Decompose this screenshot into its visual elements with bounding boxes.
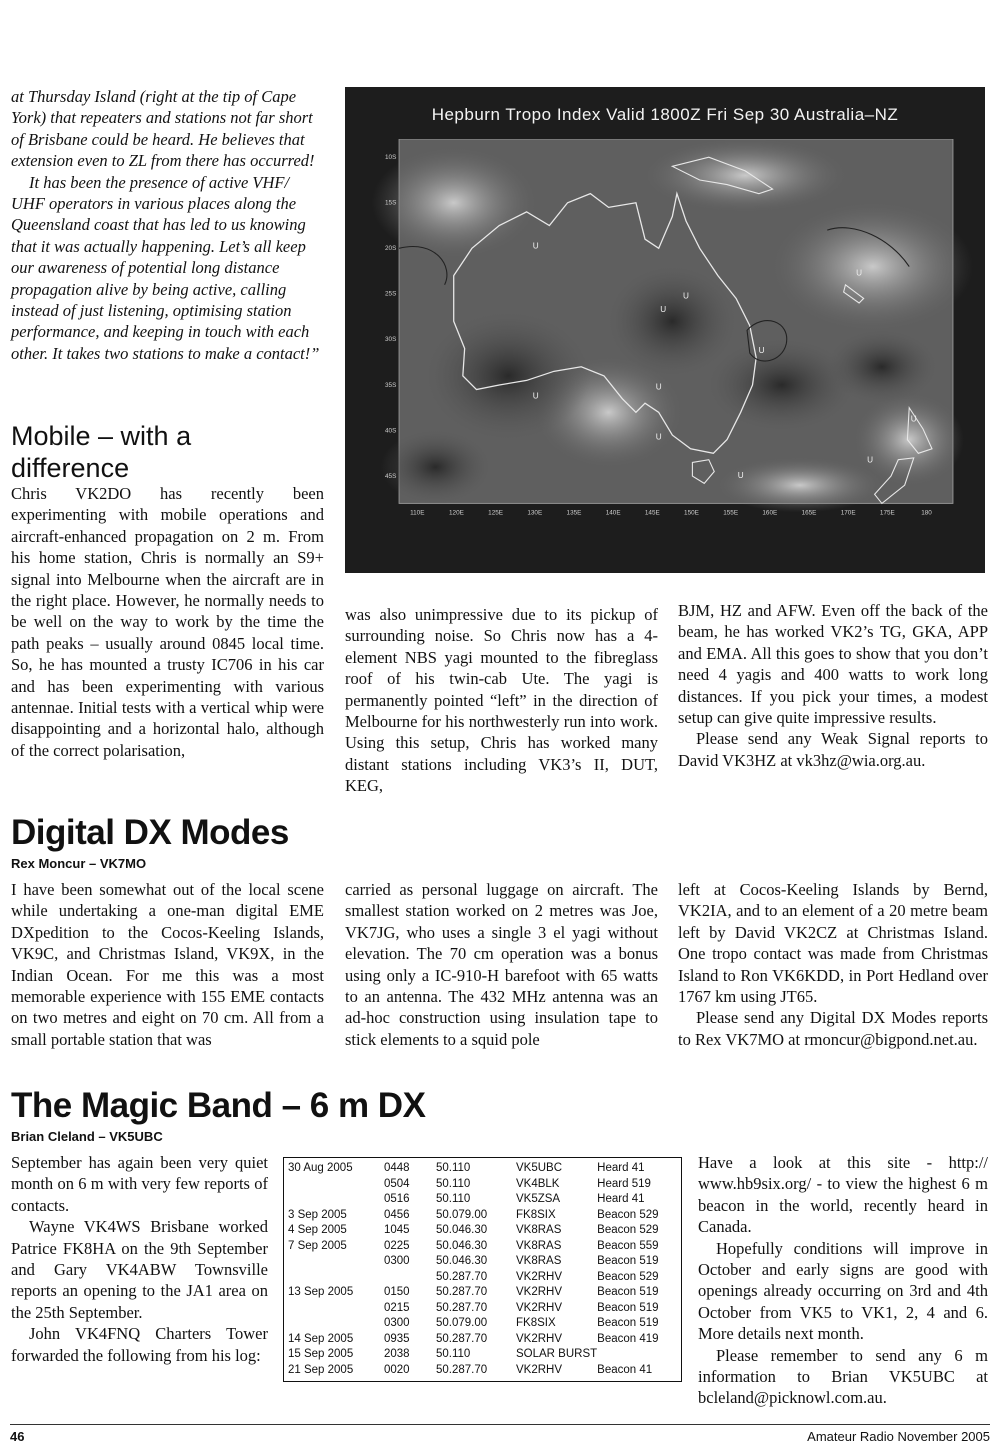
log-row	[288, 1223, 677, 1239]
log-callsign: VK2RHV	[516, 1332, 563, 1345]
log-time: 0516	[384, 1193, 410, 1205]
mobile-heading-line-2: difference	[11, 453, 130, 483]
log-callsign: VK8RAS	[516, 1255, 562, 1267]
log-time: 0300	[384, 1255, 410, 1267]
magic-col3-para-3: Please remember to send any 6 m information to Brian VK5UBC at bcleland@picknowl.com.au.	[698, 1345, 988, 1408]
log-frequency: 50.046.30	[436, 1239, 488, 1252]
log-time: 0448	[384, 1162, 410, 1174]
lon-label: 150E	[684, 509, 699, 517]
log-time: 0935	[384, 1332, 410, 1345]
lon-label: 175E	[879, 509, 895, 517]
lon-label: 160E	[762, 509, 778, 517]
log-table	[288, 1161, 677, 1378]
log-time: 0225	[384, 1239, 410, 1252]
digital-byline: Rex Moncur – VK7MO	[11, 856, 147, 871]
log-row	[288, 1347, 677, 1363]
log-time: 2038	[384, 1348, 410, 1360]
log-frequency: 50.287.70	[436, 1270, 488, 1283]
page-number: 46	[10, 1429, 25, 1444]
map-marker: U	[758, 346, 765, 356]
magazine-issue: Amateur Radio November 2005	[807, 1429, 990, 1444]
log-frequency: 50.079.00	[436, 1317, 488, 1329]
longitude-labels	[410, 509, 932, 516]
mobile-col3-contact: Please send any Weak Signal reports to David VK3HZ at vk3hz@wia.org.au.	[678, 729, 988, 770]
digital-section-header	[11, 813, 611, 871]
mobile-col2-text: was also unimpressive due to its pickup of surrounding noise. So Chris now has a 4-element NBS yagi mounted to the fibreglass roof of his twin-cab Ute. The yagi is permanently pointed “left” in the direction of Melbourne for his northwesterly run into work. Using this setup, Chris has worked many distant stations including VK3’s II, DUT, KEG,	[345, 605, 658, 796]
log-frequency: 50.110	[436, 1162, 471, 1174]
log-row	[288, 1270, 677, 1286]
latitude-labels	[385, 154, 396, 480]
log-date	[288, 1301, 384, 1317]
page-footer	[10, 1424, 990, 1447]
magic-col1-para-2: Wayne VK4WS Brisbane worked Patrice FK8HA on the 9th September and Gary VK4ABW Townsville reports an opening to the JA1 area on the 25th September.	[11, 1217, 268, 1322]
log-report: Beacon 519	[597, 1317, 659, 1329]
lon-label: 135E	[566, 509, 582, 517]
log-report: Heard 41	[597, 1162, 645, 1174]
log-date: 21 Sep 2005	[288, 1363, 354, 1376]
digital-heading: Digital DX Modes	[11, 813, 289, 852]
log-frequency: 50.287.70	[436, 1363, 488, 1376]
lat-label: 20S	[384, 245, 397, 253]
intro-paragraph-1: at Thursday Island (right at the tip of Cape York) that repeaters and stations not far short of Brisbane could be heard. He believes that extension even to ZL from there has occurred!	[11, 87, 315, 171]
log-callsign: VK2RHV	[516, 1301, 563, 1314]
log-report: Beacon 529	[597, 1208, 659, 1221]
log-report: Beacon 529	[597, 1224, 659, 1236]
lat-label: 45S	[384, 472, 397, 480]
digital-col3-contact: Please send any Digital DX Modes reports to Rex VK7MO at rmoncur@bigpond.net.au.	[678, 1008, 988, 1049]
log-frequency: 50.287.70	[436, 1286, 488, 1298]
digital-col1-text: I have been somewhat out of the local scene while undertaking a one-man digital EME DXpedition to the Cocos-Keeling Islands, VK9C, and Christmas Island, VK9X, in the Indian Ocean. For me this was a most memorable experience with 155 EME contacts on two metres and eight on 70 cm. All from a small portable station that was	[11, 880, 324, 1049]
log-date	[288, 1254, 384, 1270]
log-frequency: 50.079.00	[436, 1208, 488, 1221]
magic-section-header	[11, 1086, 611, 1144]
lat-label: 10S	[384, 154, 397, 162]
log-report: Beacon 419	[597, 1332, 659, 1345]
magic-col3-para-2: Hopefully conditions will improve in October and early signs are good with openings already occurring on 3rd and 4th October from VK5 to VK1, 2, 4 and 6. More details next month.	[698, 1238, 988, 1344]
log-callsign: FK8SIX	[516, 1317, 556, 1329]
lon-label: 155E	[723, 509, 739, 517]
lat-label: 30S	[384, 336, 397, 344]
log-date: 4 Sep 2005	[288, 1224, 347, 1236]
magic-byline: Brian Cleland – VK5UBC	[11, 1129, 163, 1144]
log-report: Heard 41	[597, 1193, 645, 1205]
lon-label: 110E	[410, 509, 425, 517]
log-report: Beacon 519	[597, 1286, 659, 1298]
log-callsign: VK8RAS	[516, 1239, 562, 1252]
log-frequency: 50.110	[436, 1177, 471, 1190]
log-report: Beacon 41	[597, 1363, 653, 1376]
lon-label: 120E	[449, 509, 464, 517]
map-plot	[372, 139, 980, 569]
lon-label: 130E	[527, 509, 543, 517]
map-marker: U	[856, 268, 863, 278]
log-time: 0215	[384, 1301, 410, 1314]
map-marker: U	[683, 291, 689, 301]
lon-label: 170E	[840, 509, 856, 517]
digital-col3-text: left at Cocos-Keeling Islands by Bernd, VK2IA, and to an element of a 20 metre beam left by David VK2CZ at Christmas Island. One tropo contact was made from Christmas Island to Ron VK6KDD, in Port Hedland over 1767 km using JT65.	[678, 880, 988, 1007]
log-frequency: 50.046.30	[436, 1224, 488, 1236]
log-row	[288, 1301, 677, 1317]
map-marker: U	[660, 305, 667, 315]
mobile-col3-text: BJM, HZ and AFW. Even off the back of the beam, he has worked VK2’s TG, GKA, APP and EMA. All this goes to show that you don’t need 4 yagis and 400 watts to work long distances. If you pick your times, a modest setup can give quite impressive results.	[678, 601, 988, 728]
lat-label: 35S	[384, 381, 397, 389]
log-callsign: VK5ZSA	[516, 1193, 561, 1205]
log-report: Beacon 519	[597, 1255, 659, 1267]
magic-column-3	[698, 1152, 988, 1409]
mobile-heading-line-1: Mobile – with a	[11, 421, 192, 451]
lon-label: 140E	[605, 509, 621, 517]
tropo-index-map	[345, 87, 985, 573]
digital-column-2	[345, 879, 658, 1050]
magic-col3-para-1: Have a look at this site - http:// www.hb9six.org/ - to view the highest 6 m beacon in the world, recently heard in Canada.	[698, 1153, 988, 1237]
log-frequency: 50.110	[436, 1193, 471, 1205]
log-report: Beacon 559	[597, 1239, 659, 1252]
map-marker: U	[867, 455, 874, 465]
lat-label: 40S	[384, 427, 397, 435]
log-callsign: VK5UBC	[516, 1162, 563, 1174]
magic-heading: The Magic Band – 6 m DX	[11, 1086, 426, 1125]
lon-label: 165E	[801, 509, 817, 517]
log-report: Beacon 529	[597, 1270, 659, 1283]
digital-col2-text: carried as personal luggage on aircraft. The smallest station worked on 2 metres was Joe, VK7JG, who uses a single 3 el yagi without elevation. The 70 cm operation was a bonus using only a IC-910-H barefoot with 65 watts to an antenna. The 432 MHz antenna was an ad-hoc construction using insulation tape to stick elements to a squid pole	[345, 880, 658, 1049]
mobile-column-1	[11, 483, 324, 761]
log-row	[288, 1192, 677, 1208]
map-marker: U	[737, 470, 744, 480]
log-callsign: FK8SIX	[516, 1208, 556, 1221]
log-time	[384, 1270, 436, 1286]
log-frequency: 50.046.30	[436, 1255, 488, 1267]
log-date: 13 Sep 2005	[288, 1286, 354, 1298]
log-time: 0150	[384, 1286, 410, 1298]
log-date: 15 Sep 2005	[288, 1348, 354, 1360]
map-title: Hepburn Tropo Index Valid 1800Z Fri Sep 30 Australia–NZ	[431, 105, 899, 124]
log-row	[288, 1239, 677, 1255]
log-report	[597, 1347, 677, 1363]
lat-label: 15S	[384, 199, 397, 207]
log-row	[288, 1285, 677, 1301]
mobile-column-2	[345, 604, 658, 797]
log-callsign: VK2RHV	[516, 1270, 563, 1283]
magic-col1-para-1: September has again been very quiet month on 6 m with very few reports of contacts.	[11, 1153, 268, 1215]
intro-paragraph-2: It has been the presence of active VHF/ UHF operators in various places along the Queensland coast that has led to us knowing that it was actually happening. Let’s all keep our awareness of potential long distance propagation alive by being active, calling instead of just listening, optimising station performance, and keeping in touch with each other. It takes two stations to make a contact!”	[11, 172, 320, 363]
log-time: 1045	[384, 1224, 410, 1236]
log-row	[288, 1161, 677, 1177]
log-callsign: VK8RAS	[516, 1224, 562, 1236]
beacon-log-table	[283, 1157, 682, 1382]
log-row	[288, 1208, 677, 1224]
log-row	[288, 1363, 677, 1379]
log-frequency: 50.287.70	[436, 1332, 488, 1345]
log-date	[288, 1316, 384, 1332]
digital-column-1	[11, 879, 324, 1050]
log-callsign: VK4BLK	[516, 1177, 560, 1190]
log-row	[288, 1177, 677, 1193]
digital-column-3	[678, 879, 988, 1050]
log-frequency: 50.110	[436, 1348, 471, 1360]
log-row	[288, 1254, 677, 1270]
mobile-col1-text: Chris VK2DO has recently been experimenting with mobile operations and aircraft-enhanced propagation on 2 m. From his home station, Chris is normally an S9+ signal into Melbourne when the aircraft are in the right place. However, he normally needs to be well on the way to work by the time the path peaks – usually around 0845 local time. So, he has mounted a trusty IC706 in his car and has been experimenting with various antennae. Initial tests with a vertical whip were disappointing and a horizontal halo, although of the correct polarisation,	[11, 484, 324, 760]
log-time: 0456	[384, 1208, 410, 1221]
mobile-column-3	[678, 600, 988, 771]
lat-label: 25S	[384, 290, 397, 298]
map-marker: U	[532, 241, 539, 251]
log-callsign: SOLAR BURST	[516, 1348, 598, 1360]
log-time: 0504	[384, 1177, 410, 1190]
map-marker: U	[532, 391, 539, 401]
log-callsign: VK2RHV	[516, 1363, 563, 1376]
log-report: Beacon 519	[597, 1301, 659, 1314]
lon-label: 145E	[644, 509, 660, 517]
log-time: 0300	[384, 1317, 410, 1329]
intro-text	[11, 86, 326, 364]
log-row	[288, 1332, 677, 1348]
mobile-heading	[11, 420, 331, 484]
lon-label: 125E	[488, 509, 504, 517]
map-marker: U	[910, 414, 917, 424]
log-date	[288, 1192, 384, 1208]
log-date: 3 Sep 2005	[288, 1208, 347, 1221]
log-row	[288, 1316, 677, 1332]
log-date: 7 Sep 2005	[288, 1239, 347, 1252]
log-frequency: 50.287.70	[436, 1301, 488, 1314]
lon-label: 180	[921, 509, 932, 517]
magic-column-1	[11, 1152, 268, 1366]
map-marker: U	[655, 432, 662, 442]
log-callsign: VK2RHV	[516, 1286, 563, 1298]
map-marker: U	[655, 382, 662, 392]
log-date	[288, 1270, 384, 1286]
log-report: Heard 519	[597, 1177, 651, 1190]
log-date: 30 Aug 2005	[288, 1162, 353, 1174]
log-time: 0020	[384, 1363, 410, 1376]
log-date	[288, 1177, 384, 1193]
magic-col1-para-3: John VK4FNQ Charters Tower forwarded the following from his log:	[11, 1324, 268, 1365]
log-date: 14 Sep 2005	[288, 1332, 354, 1345]
